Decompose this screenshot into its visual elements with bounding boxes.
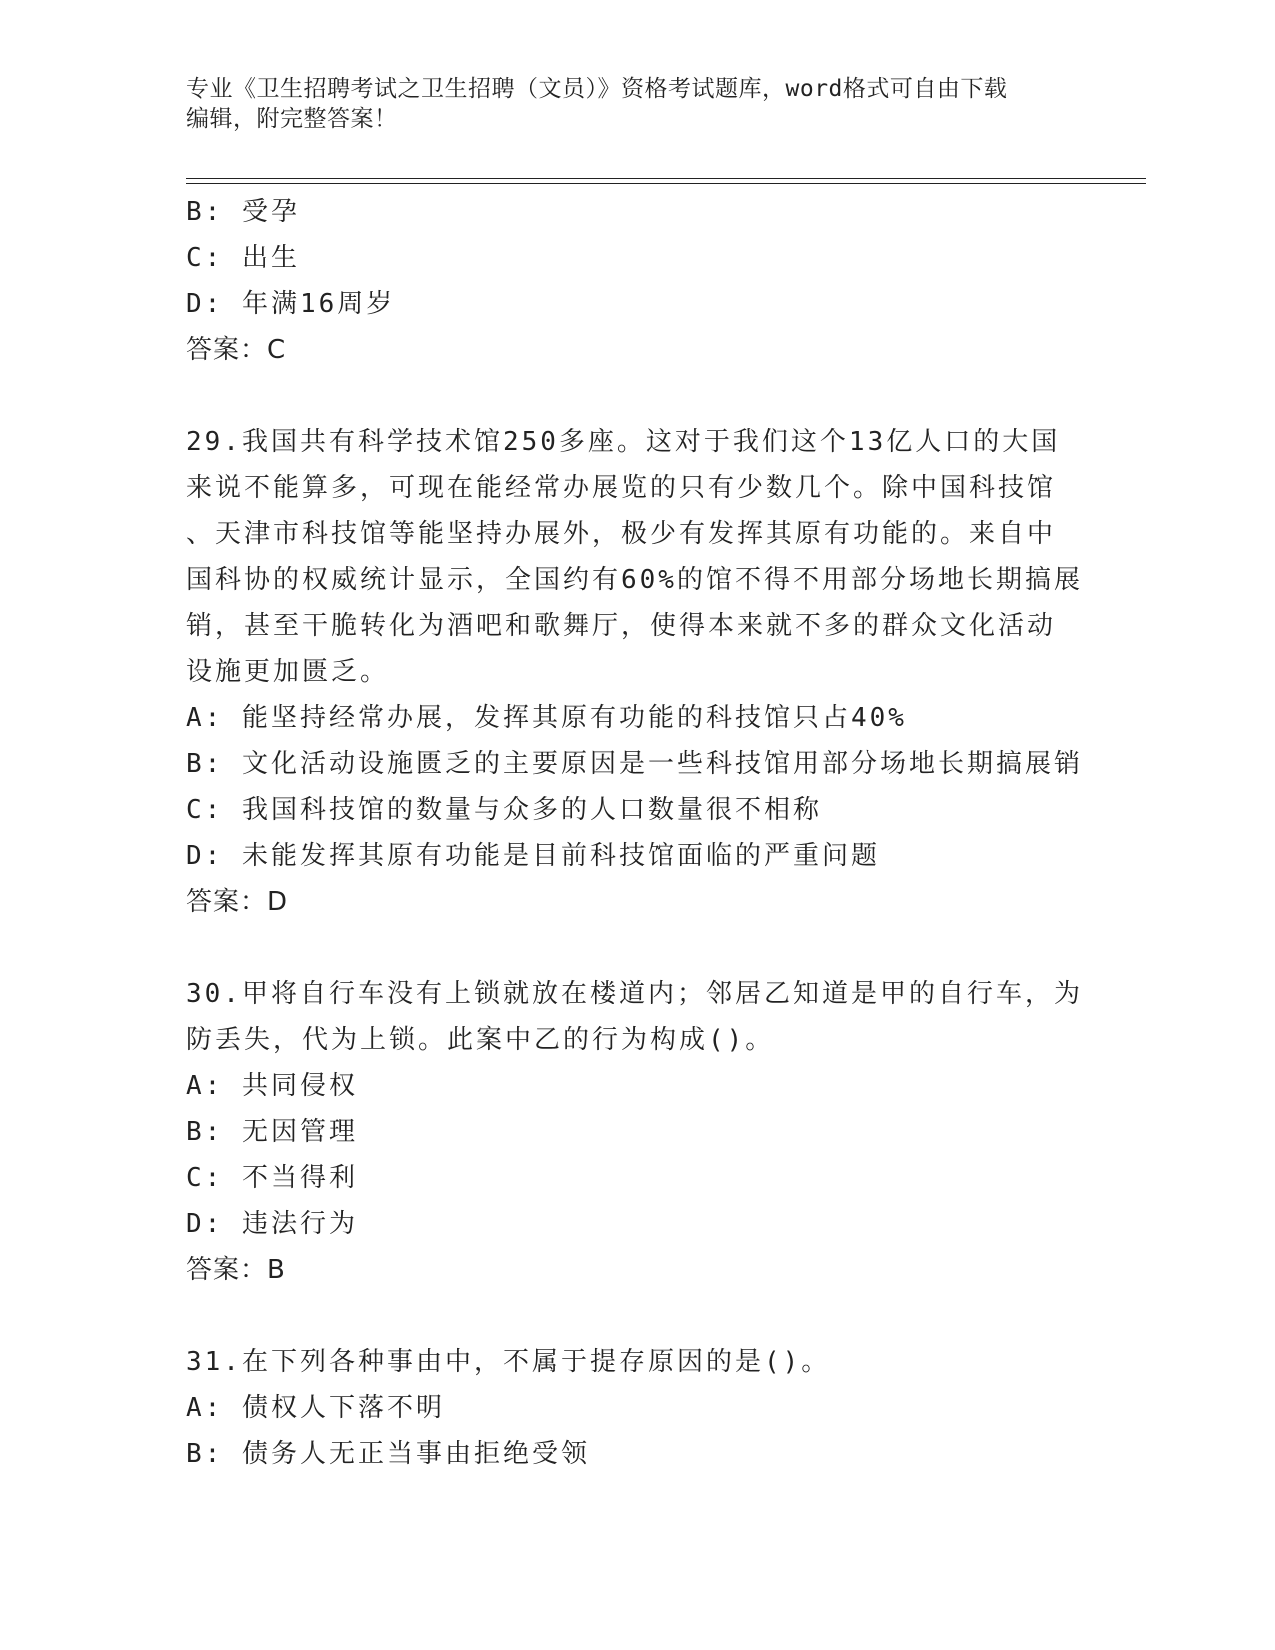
option-b: B: 债务人无正当事由拒绝受领 [186,1439,590,1469]
question-30 [186,971,1086,1293]
question-stem-line: 、天津市科技馆等能坚持办展外，极少有发挥其原有功能的。来自中 [186,519,1057,549]
question-stem-line: 国科协的权威统计显示，全国约有60%的馆不得不用部分场地长期搞展 [186,565,1083,595]
answer-line: 答案：D [186,887,289,917]
answer-line: 答案：C [186,335,287,365]
question-stem-line: 29.我国共有科学技术馆250多座。这对于我们这个13亿人口的大国 [186,427,1061,457]
answer-line: 答案：B [186,1255,286,1285]
option-a: A: 共同侵权 [186,1071,358,1101]
question-content [186,189,1086,1477]
header-line-2: 编辑，附完整答案！ [186,106,398,132]
header-divider-bottom [186,183,1146,184]
question-stem-line: 防丢失，代为上锁。此案中乙的行为构成()。 [186,1025,775,1055]
header-divider-top [186,178,1146,179]
option-a: A: 债权人下落不明 [186,1393,445,1423]
question-stem-line: 设施更加匮乏。 [186,657,390,687]
question-stem-line: 销，甚至干脆转化为酒吧和歌舞厅，使得本来就不多的群众文化活动 [186,611,1057,641]
option-c: C: 我国科技馆的数量与众多的人口数量很不相称 [186,795,822,825]
prev-question [186,189,1086,373]
question-stem-line: 30.甲将自行车没有上锁就放在楼道内；邻居乙知道是甲的自行车，为 [186,979,1083,1009]
question-stem-line: 来说不能算多，可现在能经常办展览的只有少数几个。除中国科技馆 [186,473,1057,503]
option-b: B: 文化活动设施匮乏的主要原因是一些科技馆用部分场地长期搞展销 [186,749,1083,779]
header-line-1: 专业《卫生招聘考试之卫生招聘（文员）》资格考试题库，word格式可自由下载 [186,76,1008,102]
question-31 [186,1339,1086,1477]
option-c: C: 不当得利 [186,1163,358,1193]
question-spacer [186,925,1086,971]
option-c: C: 出生 [186,243,300,273]
option-b: B: 无因管理 [186,1117,358,1147]
question-29 [186,419,1086,925]
option-d: D: 违法行为 [186,1209,358,1239]
option-a: A: 能坚持经常办展，发挥其原有功能的科技馆只占40% [186,703,907,733]
question-spacer [186,1293,1086,1339]
question-stem-line: 31.在下列各种事由中，不属于提存原因的是()。 [186,1347,831,1377]
question-spacer [186,373,1086,419]
document-header [186,74,1086,134]
option-d: D: 年满16周岁 [186,289,396,319]
option-d: D: 未能发挥其原有功能是目前科技馆面临的严重问题 [186,841,880,871]
option-b: B: 受孕 [186,197,300,227]
